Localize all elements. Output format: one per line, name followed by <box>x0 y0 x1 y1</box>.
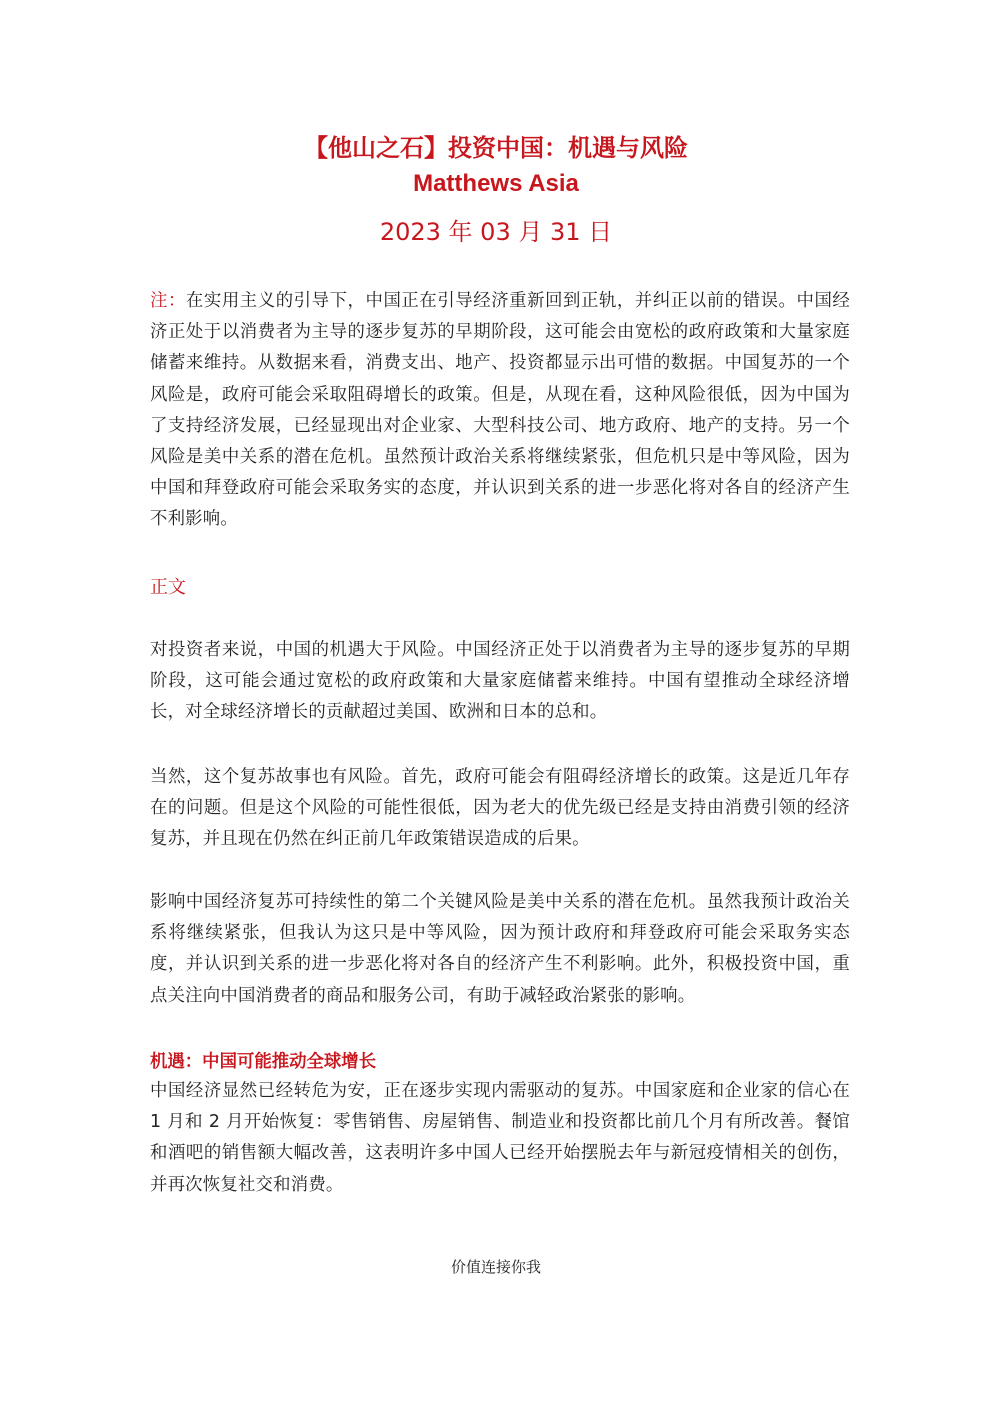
document-title: 【他山之石】投资中国：机遇与风险 <box>304 134 688 162</box>
note-text: 在实用主义的引导下，中国正在引导经济重新回到正轨，并纠正以前的错误。中国经济正处于以消费者为主导的逐步复苏的早期阶段，这可能会由宽松的政府政策和大量家庭储蓄来维持。从数据来看，消费支出、地产、投资都显示出可惜的数据。中国复苏的一个风险是，政府可能会采取阻碍增长的政策。但是，从现在看，这种风险很低，因为中国为了支持经济发展，已经显现出对企业家、大型科技公司、地方政府、地产的支持。另一个风险是美中关系的潜在危机。虽然预计政治关系将继续紧张，但危机只是中等风险，因为中国和拜登政府可能会采取务实的态度，并认识到关系的进一步恶化将对各自的经济产生不利影响。 <box>150 291 850 530</box>
body-heading: 正文 <box>150 577 186 598</box>
body-paragraph: 影响中国经济复苏可持续性的第二个关键风险是美中关系的潜在危机。虽然我预计政治关系将继续紧张，但我认为这只是中等风险，因为预计政府和拜登政府可能会采取务实态度，并认识到关系的进一步恶化将对各自的经济产生不利影响。此外，积极投资中国，重点关注向中国消费者的商品和服务公司，有助于减轻政治紧张的影响。 <box>150 892 850 1006</box>
body-paragraph: 当然，这个复苏故事也有风险。首先，政府可能会有阻碍经济增长的政策。这是近几年存在的问题。但是这个风险的可能性很低，因为老大的优先级已经是支持由消费引领的经济复苏，并且现在仍然在纠正前几年政策错误造成的后果。 <box>150 767 850 850</box>
note-label: 注： <box>150 291 186 311</box>
section-paragraph: 中国经济显然已经转危为安，正在逐步实现内需驱动的复苏。中国家庭和企业家的信心在 1 月和 2 月开始恢复：零售销售、房屋销售、制造业和投资都比前几个月有所改善。餐馆和酒吧的销售额大幅改善，这表明许多中国人已经开始摆脱去年与新冠疫情相关的创伤，并再次恢复社交和消费。 <box>150 1081 850 1195</box>
document-date: 2023 年 03 月 31 日 <box>379 218 613 246</box>
note-paragraph <box>150 286 850 536</box>
page-footer: 价值连接你我 <box>450 1258 541 1276</box>
section-heading: 机遇：中国可能推动全球增长 <box>150 1052 377 1072</box>
body-paragraph: 对投资者来说，中国的机遇大于风险。中国经济正处于以消费者为主导的逐步复苏的早期阶段，这可能会通过宽松的政府政策和大量家庭储蓄来维持。中国有望推动全球经济增长，对全球经济增长的贡献超过美国、欧洲和日本的总和。 <box>150 640 850 723</box>
document-source: Matthews Asia <box>413 170 579 197</box>
